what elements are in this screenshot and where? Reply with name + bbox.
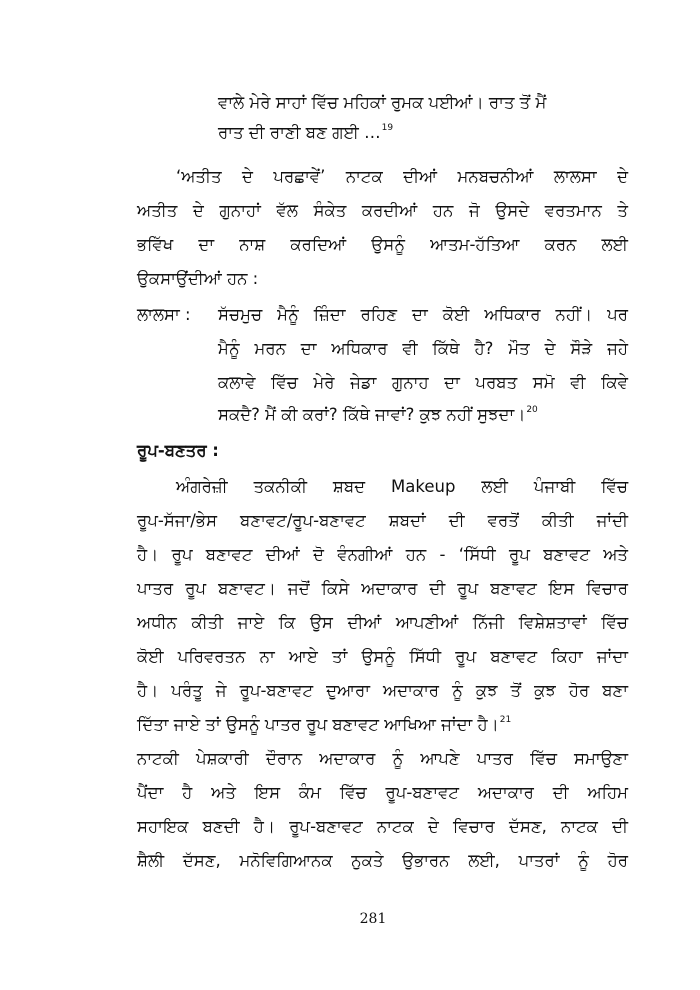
paragraph-text: ਅਤੀਤ ਦੇ ਗੁਨਾਹਾਂ ਵੱਲ ਸੰਕੇਤ ਕਰਦੀਆਂ ਹਨ ਜੋ ਉਸਦੇ ਵਰਤਮਾਨ ਤੇ — [137, 201, 628, 220]
paragraph-line — [137, 680, 628, 702]
paragraph-line — [137, 234, 628, 256]
speaker-label: ਲਾਲਸਾ : — [137, 305, 191, 324]
paragraph-text: ਅੰਗਰੇਜ਼ੀ ਤਕਨੀਕੀ ਸ਼ਬਦ Makeup ਲਈ ਪੰਜਾਬੀ ਵਿੱਚ — [176, 477, 628, 496]
quote-line — [218, 122, 393, 147]
paragraph-line — [137, 816, 628, 838]
paragraph-text: ਅਧੀਨ ਕੀਤੀ ਜਾਏ ਕਿ ਉਸ ਦੀਆਂ ਆਪਣੀਆਂ ਨਿੱਜੀ ਵਿਸ਼ੇਸ਼ਤਾਵਾਂ ਵਿੱਚ — [137, 613, 628, 632]
paragraph-text: ‘ਅਤੀਤ ਦੇ ਪਰਛਾਵੇਂ’ ਨਾਟਕ ਦੀਆਂ ਮਨਬਚਨੀਆਂ ਲਾਲਸਾ ਦੇ — [176, 167, 628, 186]
paragraph-text: ਰੂਪ-ਸੱਜਾ/ਭੇਸ ਬਣਾਵਟ/ਰੂਪ-ਬਣਾਵਟ ਸ਼ਬਦਾਂ ਦੀ ਵਰਤੋਂ ਕੀਤੀ ਜਾਂਦੀ — [137, 511, 628, 530]
page-number: 281 — [359, 911, 387, 927]
dialogue-line — [218, 404, 538, 429]
paragraph-text: ਹੈ। ਰੂਪ ਬਣਾਵਟ ਦੀਆਂ ਦੋ ਵੰਨਗੀਆਂ ਹਨ - ‘ਸਿੱਧੀ ਰੂਪ ਬਣਾਵਟ ਅਤੇ — [137, 545, 628, 564]
paragraph-text: ਨਾਟਕੀ ਪੇਸ਼ਕਾਰੀ ਦੌਰਾਨ ਅਦਾਕਾਰ ਨੂੰ ਆਪਣੇ ਪਾਤਰ ਵਿੱਚ ਸਮਾਉਣਾ — [137, 749, 628, 768]
paragraph-line — [176, 166, 628, 188]
paragraph-text: ਉਕਸਾਉਂਦੀਆਂ ਹਨ : — [137, 269, 259, 288]
dialogue-text: ਸਕਦੈ? ਮੈਂ ਕੀ ਕਰਾਂ? ਕਿੱਥੇ ਜਾਵਾਂ? ਕੁਝ ਨਹੀਂ ਸੁਝਦਾ। — [218, 405, 526, 424]
dialogue-text: ਮੈਨੂੰ ਮਰਨ ਦਾ ਅਧਿਕਾਰ ਵੀ ਕਿੱਥੇ ਹੈ? ਮੌਤ ਦੇ ਸੌੜੇ ਜਹੇ — [218, 339, 628, 358]
paragraph-line — [137, 612, 628, 634]
footnote-marker: 21 — [499, 715, 512, 725]
paragraph-line — [137, 850, 628, 872]
paragraph-line — [137, 714, 511, 739]
paragraph-line — [137, 544, 628, 566]
paragraph-text: ਹੈ। ਪਰੰਤੂ ਜੇ ਰੂਪ-ਬਣਾਵਟ ਦੁਆਰਾ ਅਦਾਕਾਰ ਨੂੰ ਕੁਝ ਤੋਂ ਕੁਝ ਹੋਰ ਬਣਾ — [137, 681, 628, 700]
paragraph-line — [176, 476, 628, 498]
paragraph-line — [137, 782, 628, 804]
quote-text: ਵਾਲੇ ਮੇਰੇ ਸਾਹਾਂ ਵਿੱਚ ਮਹਿਕਾਂ ਰੁਮਕ ਪਈਆਂ। ਰਾਤ ਤੋਂ ਮੈਂ — [218, 93, 547, 112]
paragraph-text: ਪਾਤਰ ਰੂਪ ਬਣਾਵਟ। ਜਦੋਂ ਕਿਸੇ ਅਦਾਕਾਰ ਦੀ ਰੂਪ ਬਣਾਵਟ ਇਸ ਵਿਚਾਰ — [137, 579, 628, 598]
dialogue-line — [218, 338, 628, 360]
section-heading: ਰੂਪ-ਬਣਤਰ : — [137, 441, 219, 460]
paragraph-text: ਪੈਂਦਾ ਹੈ ਅਤੇ ਇਸ ਕੰਮ ਵਿੱਚ ਰੂਪ-ਬਣਾਵਟ ਅਦਾਕਾਰ ਦੀ ਅਹਿਮ — [137, 783, 628, 802]
dialogue-line — [218, 304, 628, 326]
paragraph-text: ਭਵਿੱਖ ਦਾ ਨਾਸ਼ ਕਰਦਿਆਂ ਉਸਨੂੰ ਆਤਮ-ਹੱਤਿਆ ਕਰਨ ਲਈ — [137, 235, 628, 254]
quote-text: ਰਾਤ ਦੀ ਰਾਣੀ ਬਣ ਗਈ … — [218, 123, 381, 142]
paragraph-line — [137, 646, 628, 668]
paragraph-line — [137, 510, 628, 532]
dialogue-text: ਸੱਚਮੁਚ ਮੈਨੂੰ ਜ਼ਿੰਦਾ ਰਹਿਣ ਦਾ ਕੋਈ ਅਧਿਕਾਰ ਨਹੀਂ। ਪਰ — [218, 305, 628, 324]
paragraph-line — [137, 268, 258, 290]
paragraph-text: ਕੋਈ ਪਰਿਵਰਤਨ ਨਾ ਆਏ ਤਾਂ ਉਸਨੂੰ ਸਿੱਧੀ ਰੂਪ ਬਣਾਵਟ ਕਿਹਾ ਜਾਂਦਾ — [137, 647, 628, 666]
paragraph-line — [137, 200, 628, 222]
quote-line — [218, 92, 627, 114]
paragraph-text: ਸਹਾਇਕ ਬਣਦੀ ਹੈ। ਰੂਪ-ਬਣਾਵਟ ਨਾਟਕ ਦੇ ਵਿਚਾਰ ਦੱਸਣ, ਨਾਟਕ ਦੀ — [137, 817, 628, 836]
paragraph-line — [137, 748, 628, 770]
paragraph-text: ਸ਼ੈਲੀ ਦੱਸਣ, ਮਨੋਵਿਗਿਆਨਕ ਨੁਕਤੇ ਉਭਾਰਨ ਲਈ, ਪਾਤਰਾਂ ਨੂੰ ਹੋਰ — [137, 851, 628, 870]
footnote-marker: 20 — [526, 405, 538, 415]
paragraph-line — [137, 578, 628, 600]
dialogue-line — [218, 372, 628, 394]
dialogue-text: ਕਲਾਵੇ ਵਿੱਚ ਮੇਰੇ ਜੇਡਾ ਗੁਨਾਹ ਦਾ ਪਰਬਤ ਸਮੋ ਵੀ ਕਿਵੇ — [218, 373, 628, 392]
footnote-marker: 19 — [381, 123, 394, 133]
paragraph-text: ਦਿੱਤਾ ਜਾਏ ਤਾਂ ਉਸਨੂੰ ਪਾਤਰ ਰੂਪ ਬਣਾਵਟ ਆਖਿਆ ਜਾਂਦਾ ਹੈ। — [137, 715, 499, 734]
